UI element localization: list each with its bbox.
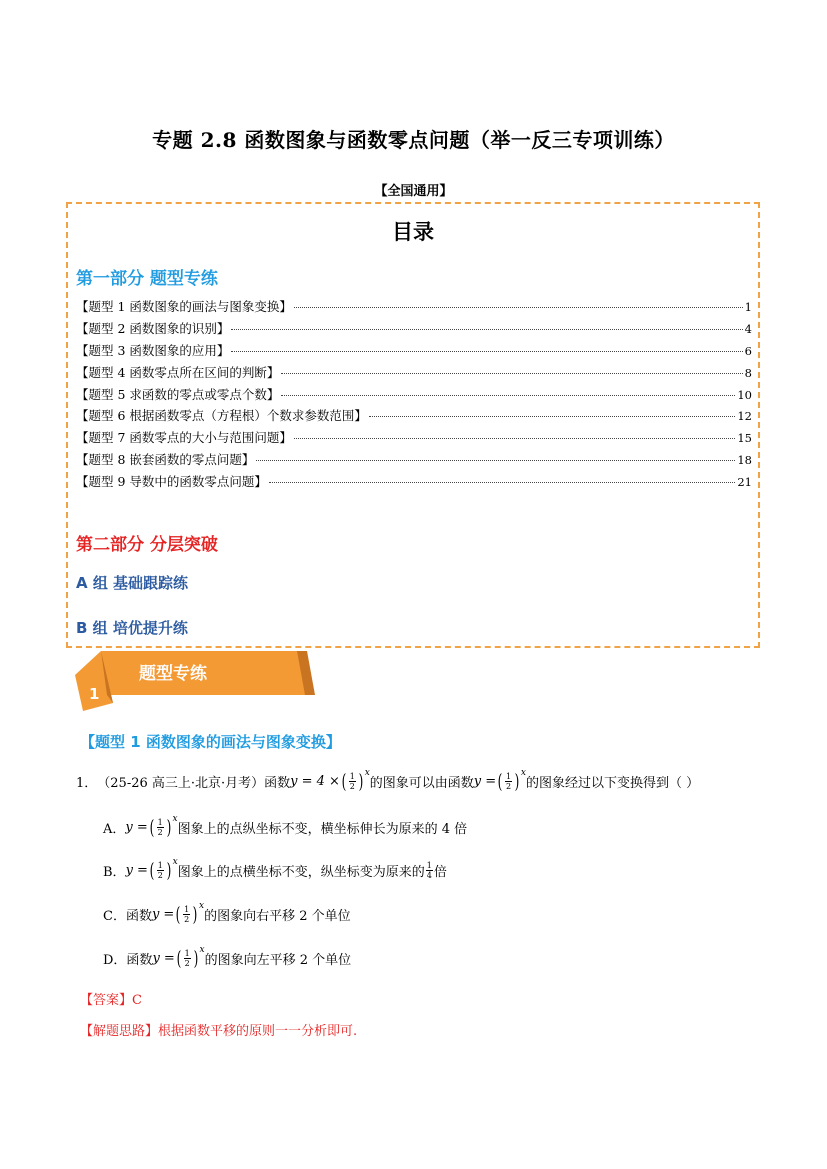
toc-entry-label: 【题型 3 函数图象的应用】: [76, 342, 230, 358]
paren-left: (: [341, 769, 347, 793]
toc-entry-label: 【题型 9 导数中的函数零点问题】: [76, 474, 267, 490]
question-tail-text: 的图象经过以下变换得到（ ）: [525, 775, 700, 791]
toc-entry[interactable]: [76, 297, 752, 319]
frac-den: 4: [426, 870, 432, 880]
toc-part-2-title[interactable]: 第二部分 分层突破: [76, 535, 218, 555]
question-source: （25-26 高三上·北京·月考）函数: [97, 775, 291, 791]
paren-left: (: [149, 815, 155, 839]
toc-entry[interactable]: [76, 319, 752, 341]
toc-entry-label: 【题型 8 嵌套函数的零点问题】: [76, 452, 255, 468]
question-stem: [76, 768, 700, 793]
toc-leader: [294, 438, 735, 439]
toc-leader: [269, 482, 735, 483]
paren-right: ): [192, 902, 198, 926]
paren-left: (: [175, 902, 181, 926]
toc-entry-page: 6: [744, 343, 752, 358]
paren-right: ): [193, 946, 198, 970]
option-b-label: B．: [103, 864, 126, 880]
toc-entry-page: 8: [744, 365, 752, 380]
expr-y: y =: [151, 906, 175, 922]
toc-entry-page: 15: [737, 431, 752, 446]
answer-value: C: [132, 993, 142, 1008]
table-of-contents: [66, 202, 760, 648]
exponent: x: [172, 814, 178, 824]
frac-den: 2: [184, 958, 190, 968]
option-b-text: 图象上的点横坐标不变，纵坐标变为原来的: [177, 864, 425, 880]
question-mid-text: 的图象可以由函数: [369, 775, 474, 791]
toc-entry[interactable]: [76, 406, 752, 428]
toc-group-a[interactable]: A 组 基础跟踪练: [76, 574, 189, 592]
toc-leader: [231, 351, 742, 352]
toc-entry-label: 【题型 7 函数零点的大小与范围问题】: [76, 430, 292, 446]
paren-left: (: [497, 769, 503, 793]
toc-entry-page: 4: [744, 321, 752, 336]
toc-group-b[interactable]: B 组 培优提升练: [76, 619, 188, 637]
paren-right: ): [358, 769, 364, 793]
toc-entry-page: 10: [737, 387, 752, 402]
toc-entry[interactable]: [76, 472, 752, 494]
answer-label: 【答案】: [80, 993, 133, 1008]
toc-leader: [369, 416, 735, 417]
expr-y: y =: [473, 773, 497, 789]
exponent: x: [520, 768, 526, 778]
toc-entry-label: 【题型 1 函数图象的画法与图象变换】: [76, 299, 292, 314]
paren-right: ): [514, 769, 520, 793]
frac-num: 1: [349, 771, 355, 781]
banner-label: 题型专练: [139, 664, 207, 684]
fraction: [157, 861, 164, 880]
option-d[interactable]: [103, 945, 352, 970]
toc-entry-label: 【题型 2 函数图象的识别】: [76, 320, 230, 336]
toc-leader: [281, 395, 735, 396]
toc-entry[interactable]: [76, 450, 752, 472]
option-a-label: A．: [103, 821, 126, 837]
fraction: [183, 905, 190, 924]
frac-den: 2: [184, 914, 190, 924]
exponent: x: [199, 901, 205, 911]
toc-part-1-title[interactable]: 第一部分 题型专练: [76, 269, 218, 289]
analysis-line: [80, 1020, 357, 1039]
fraction: [349, 772, 356, 791]
banner-number: 1: [89, 685, 100, 703]
exponent: x: [172, 857, 178, 867]
frac-den: 2: [157, 827, 163, 837]
toc-entry-page: 12: [737, 409, 752, 424]
toc-entry[interactable]: [76, 385, 752, 407]
paren-right: ): [166, 858, 172, 882]
paren-left: (: [149, 858, 155, 882]
fraction: [184, 949, 191, 968]
toc-leader: [256, 460, 735, 461]
toc-leader: [231, 329, 742, 330]
fraction-quarter: [426, 861, 433, 880]
expr-y: y =: [152, 950, 175, 966]
question-number: 1．: [76, 775, 98, 791]
section-banner: [75, 651, 315, 711]
frac-num: 1: [184, 948, 190, 958]
option-a[interactable]: [103, 814, 468, 839]
exponent: x: [199, 945, 205, 955]
toc-list: [76, 297, 752, 494]
toc-leader: [281, 373, 742, 374]
frac-num: 1: [426, 860, 432, 870]
document-subtitle: 【全国通用】: [374, 184, 453, 199]
question-type-header: 【题型 1 函数图象的画法与图象变换】: [80, 733, 341, 751]
frac-num: 1: [157, 817, 163, 827]
option-a-text: 图象上的点纵坐标不变，横坐标伸长为原来的 4 倍: [177, 821, 468, 837]
toc-entry-page: 1: [744, 300, 752, 314]
frac-num: 1: [184, 904, 190, 914]
toc-entry[interactable]: [76, 363, 752, 385]
toc-entry-label: 【题型 5 求函数的零点或零点个数】: [76, 386, 280, 402]
frac-den: 2: [505, 781, 512, 791]
toc-entry-label: 【题型 4 函数零点所在区间的判断】: [76, 364, 280, 380]
option-d-text: 的图象向左平移 2 个单位: [204, 952, 352, 968]
option-c-text: 的图象向右平移 2 个单位: [204, 908, 351, 924]
frac-num: 1: [157, 860, 163, 870]
frac-den: 2: [157, 870, 163, 880]
frac-den: 2: [349, 781, 355, 791]
toc-entry-page: 21: [737, 475, 752, 490]
option-b[interactable]: [103, 857, 447, 882]
toc-entry[interactable]: [76, 341, 752, 363]
option-b-tail: 倍: [433, 864, 447, 880]
analysis-text: 根据函数平移的原则一一分析即可.: [158, 1024, 358, 1039]
paren-right: ): [166, 815, 171, 839]
toc-entry-page: 18: [737, 453, 752, 468]
expr-4-times: y = 4 ×: [290, 773, 340, 789]
option-c[interactable]: [103, 901, 351, 926]
fraction: [505, 772, 512, 791]
analysis-label: 【解题思路】: [80, 1024, 159, 1039]
toc-entry-label: 【题型 6 根据函数零点（方程根）个数求参数范围】: [76, 408, 367, 424]
document-title: 专题 2.8 函数图象与函数零点问题（举一反三专项训练）: [152, 128, 675, 152]
frac-num: 1: [505, 771, 512, 781]
option-c-label: C．函数: [103, 908, 152, 924]
paren-left: (: [176, 946, 182, 970]
answer-line: [80, 989, 142, 1008]
toc-leader: [294, 307, 743, 308]
toc-entry[interactable]: [76, 428, 752, 450]
fraction: [157, 818, 164, 837]
exponent: x: [364, 768, 370, 778]
expr-y: y =: [125, 819, 148, 835]
expr-y: y =: [125, 862, 148, 878]
toc-heading: 目录: [392, 220, 434, 244]
option-d-label: D．函数: [103, 952, 153, 968]
